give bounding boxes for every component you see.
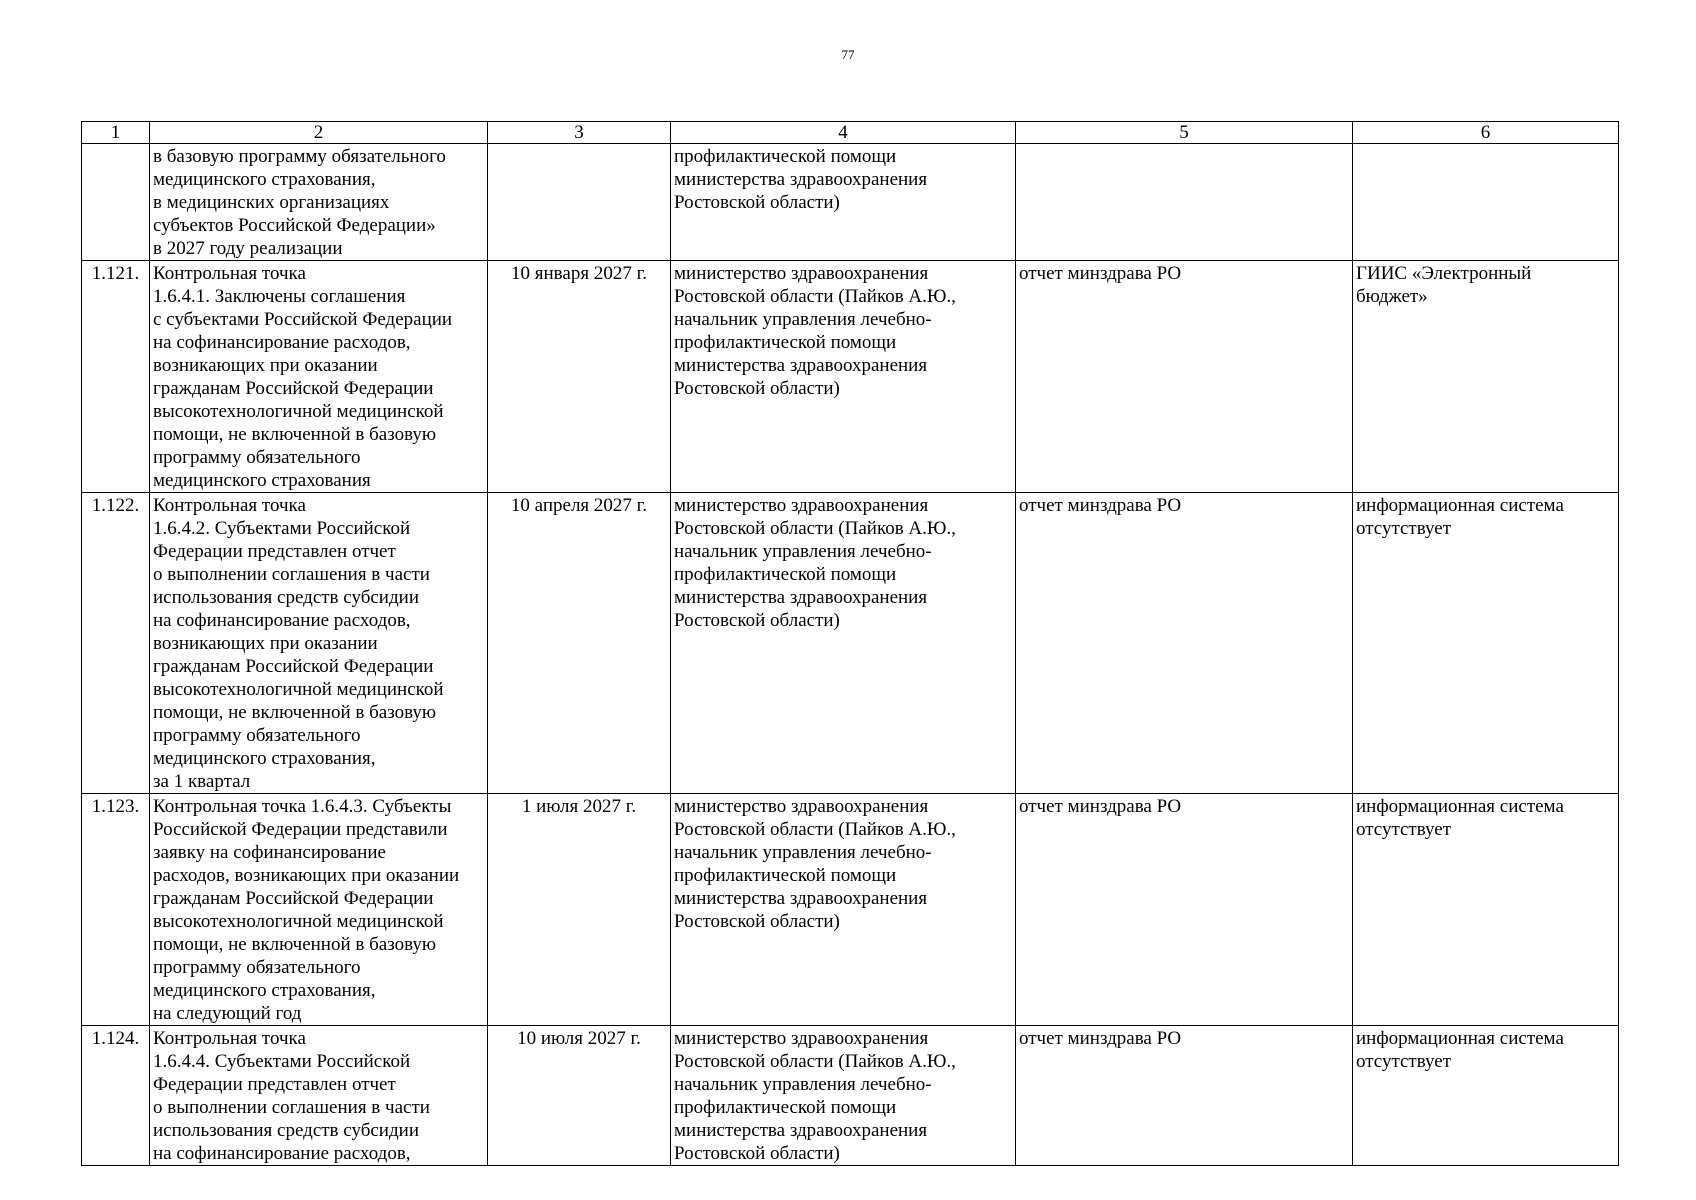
document-cell (1016, 261, 1353, 493)
cell-line: о выполнении соглашения в части (153, 1097, 430, 1118)
cell-line: 1.6.4.2. Субъектами Российской (153, 518, 411, 539)
deadline-cell: 10 июля 2027 г. (488, 1026, 671, 1166)
cell-line: на софинансирование расходов, (153, 610, 411, 631)
cell-line: отсутствует (1356, 819, 1452, 840)
cell-line: Российской Федерации представили (153, 819, 448, 840)
document-cell (1016, 493, 1353, 794)
info-system-cell (1353, 493, 1619, 794)
deadline-cell: 10 января 2027 г. (488, 261, 671, 493)
cell-line: медицинского страхования, (153, 169, 376, 190)
cell-line: Федерации представлен отчет (153, 541, 396, 562)
document-cell (1016, 794, 1353, 1026)
cell-line: использования средств субсидии (153, 1120, 419, 1141)
table-row (82, 794, 1619, 1026)
table-header-row (82, 122, 1619, 144)
cell-line: Ростовской области) (674, 1143, 840, 1164)
cell-line: отсутствует (1356, 1051, 1452, 1072)
cell-line: профилактической помощи (674, 146, 897, 167)
cell-line: использования средств субсидии (153, 587, 419, 608)
column-header: 2 (150, 122, 488, 144)
cell-line: отсутствует (1356, 518, 1452, 539)
cell-line: программу обязательного (153, 447, 361, 468)
cell-line: начальник управления лечебно- (674, 1074, 932, 1095)
table-row (82, 493, 1619, 794)
table-body (82, 144, 1619, 1166)
cell-line: субъектов Российской Федерации» (153, 215, 436, 236)
cell-line: начальник управления лечебно- (674, 541, 932, 562)
cell-line: бюджет» (1356, 286, 1428, 307)
cell-line: помощи, не включенной в базовую (153, 424, 437, 445)
cell-line: министерство здравоохранения (674, 495, 929, 516)
cell-line: на софинансирование расходов, (153, 332, 411, 353)
event-name-cell (150, 261, 488, 493)
cell-line: ГИИС «Электронный (1356, 263, 1532, 284)
cell-line: Ростовской области (Пайков А.Ю., (674, 518, 956, 539)
cell-line: информационная система (1356, 495, 1564, 516)
responsible-cell (671, 144, 1016, 261)
cell-line: информационная система (1356, 796, 1564, 817)
table-row (82, 144, 1619, 261)
row-number-cell: 1.122. (82, 493, 150, 794)
control-points-table (81, 121, 1619, 1166)
event-name-cell (150, 1026, 488, 1166)
row-number-cell: 1.121. (82, 261, 150, 493)
cell-line: Контрольная точка (153, 495, 306, 516)
cell-line: Контрольная точка 1.6.4.3. Субъекты (153, 796, 452, 817)
row-number-cell: 1.123. (82, 794, 150, 1026)
cell-line: заявку на софинансирование (153, 842, 386, 863)
info-system-cell (1353, 794, 1619, 1026)
row-number-cell: 1.124. (82, 1026, 150, 1166)
cell-line: отчет минздрава РО (1019, 495, 1182, 516)
document-cell (1016, 1026, 1353, 1166)
column-header: 3 (488, 122, 671, 144)
cell-line: министерство здравоохранения (674, 263, 929, 284)
cell-line: 1.6.4.4. Субъектами Российской (153, 1051, 411, 1072)
cell-line: на софинансирование расходов, (153, 1143, 411, 1164)
cell-line: медицинского страхования, (153, 980, 376, 1001)
cell-line: профилактической помощи (674, 865, 897, 886)
cell-line: министерства здравоохранения (674, 587, 928, 608)
cell-line: Контрольная точка (153, 1028, 306, 1049)
cell-line: гражданам Российской Федерации (153, 888, 434, 909)
cell-line: с субъектами Российской Федерации (153, 309, 453, 330)
cell-line: Ростовской области (Пайков А.Ю., (674, 1051, 956, 1072)
column-header: 6 (1353, 122, 1619, 144)
cell-line: начальник управления лечебно- (674, 309, 932, 330)
responsible-cell (671, 261, 1016, 493)
deadline-cell: 1 июля 2027 г. (488, 794, 671, 1026)
cell-line: в базовую программу обязательного (153, 146, 446, 167)
cell-line: гражданам Российской Федерации (153, 378, 434, 399)
cell-line: Ростовской области) (674, 192, 840, 213)
row-number-cell (82, 144, 150, 261)
deadline-cell (488, 144, 671, 261)
responsible-cell (671, 1026, 1016, 1166)
table-row (82, 261, 1619, 493)
cell-line: министерства здравоохранения (674, 1120, 928, 1141)
cell-line: Ростовской области) (674, 911, 840, 932)
table-row (82, 1026, 1619, 1166)
cell-line: информационная система (1356, 1028, 1564, 1049)
cell-line: возникающих при оказании (153, 633, 378, 654)
cell-line: 1.6.4.1. Заключены соглашения (153, 286, 406, 307)
cell-line: начальник управления лечебно- (674, 842, 932, 863)
column-header: 1 (82, 122, 150, 144)
cell-line: в медицинских организациях (153, 192, 390, 213)
cell-line: профилактической помощи (674, 332, 897, 353)
cell-line: высокотехнологичной медицинской (153, 911, 444, 932)
column-header: 5 (1016, 122, 1353, 144)
document-cell (1016, 144, 1353, 261)
cell-line: высокотехнологичной медицинской (153, 401, 444, 422)
cell-line: министерства здравоохранения (674, 888, 928, 909)
cell-line: о выполнении соглашения в части (153, 564, 430, 585)
cell-line: программу обязательного (153, 957, 361, 978)
cell-line: министерства здравоохранения (674, 355, 928, 376)
responsible-cell (671, 493, 1016, 794)
cell-line: помощи, не включенной в базовую (153, 934, 437, 955)
info-system-cell (1353, 1026, 1619, 1166)
cell-line: Ростовской области) (674, 378, 840, 399)
cell-line: за 1 квартал (153, 771, 251, 792)
column-header: 4 (671, 122, 1016, 144)
cell-line: Ростовской области (Пайков А.Ю., (674, 819, 956, 840)
info-system-cell (1353, 144, 1619, 261)
cell-line: гражданам Российской Федерации (153, 656, 434, 677)
cell-line: возникающих при оказании (153, 355, 378, 376)
cell-line: программу обязательного (153, 725, 361, 746)
cell-line: профилактической помощи (674, 1097, 897, 1118)
cell-line: на следующий год (153, 1003, 302, 1024)
event-name-cell (150, 794, 488, 1026)
cell-line: медицинского страхования, (153, 748, 376, 769)
cell-line: высокотехнологичной медицинской (153, 679, 444, 700)
deadline-cell: 10 апреля 2027 г. (488, 493, 671, 794)
cell-line: Ростовской области) (674, 610, 840, 631)
cell-line: отчет минздрава РО (1019, 796, 1182, 817)
cell-line: отчет минздрава РО (1019, 1028, 1182, 1049)
cell-line: Ростовской области (Пайков А.Ю., (674, 286, 956, 307)
info-system-cell (1353, 261, 1619, 493)
cell-line: Федерации представлен отчет (153, 1074, 396, 1095)
cell-line: отчет минздрава РО (1019, 263, 1182, 284)
event-name-cell (150, 493, 488, 794)
cell-line: Контрольная точка (153, 263, 306, 284)
cell-line: министерства здравоохранения (674, 169, 928, 190)
cell-line: помощи, не включенной в базовую (153, 702, 437, 723)
responsible-cell (671, 794, 1016, 1026)
cell-line: медицинского страхования (153, 470, 371, 491)
cell-line: расходов, возникающих при оказании (153, 865, 460, 886)
cell-line: министерство здравоохранения (674, 1028, 929, 1049)
cell-line: профилактической помощи (674, 564, 897, 585)
event-name-cell (150, 144, 488, 261)
page-number: 77 (841, 47, 855, 62)
cell-line: министерство здравоохранения (674, 796, 929, 817)
cell-line: в 2027 году реализации (153, 238, 343, 259)
